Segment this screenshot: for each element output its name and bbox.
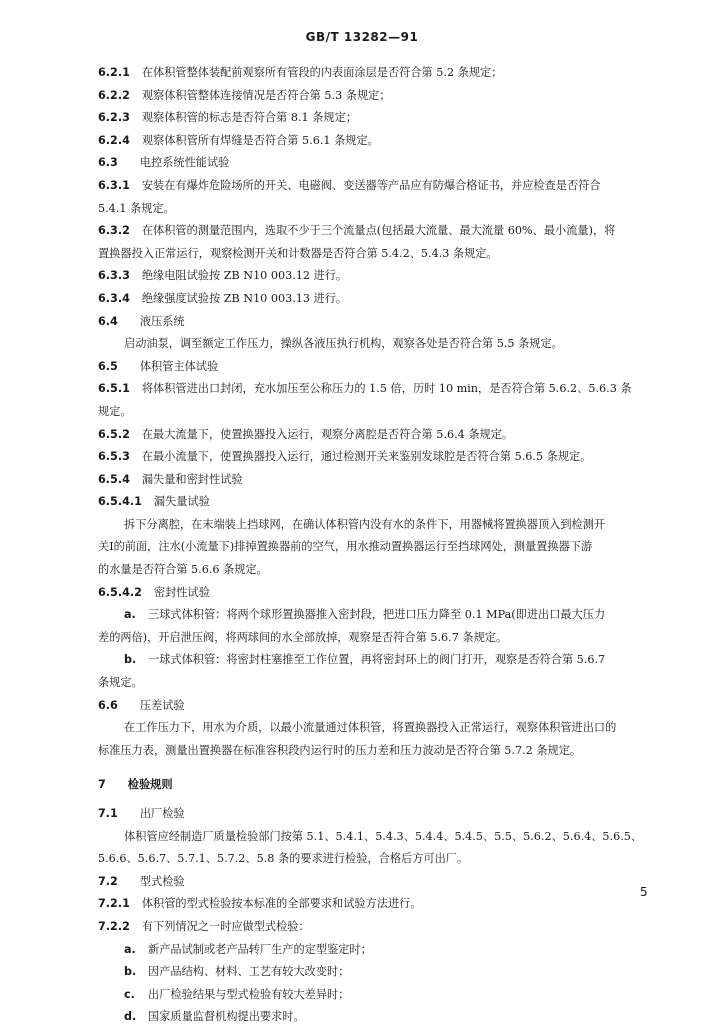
text-line — [98, 220, 664, 243]
text-line — [98, 198, 664, 221]
text-line — [98, 356, 664, 379]
list-item-label: a. — [124, 608, 136, 622]
clause-text: 压差试验 — [139, 698, 185, 712]
text-line — [98, 62, 664, 85]
text-line — [98, 311, 664, 334]
clause-text: 拆下分离腔，在末端装上挡球网，在确认体积管内没有水的条件下，用器械将置换器顶入到检测开 — [124, 517, 606, 531]
text-line — [98, 536, 664, 559]
clause-text: 关Ⅰ的前面，注水(小流量下)排掉置换器前的空气，用水推动置换器运行至挡球网处，测量置换器下游 — [98, 540, 593, 554]
clause-number: 6.2.3 — [98, 111, 130, 125]
text-line — [98, 288, 664, 311]
clause-text: 有下列情况之一时应做型式检验： — [141, 919, 310, 933]
text-line — [98, 826, 664, 849]
clause-text: 标准压力表，测量出置换器在标准容积段内运行时的压力差和压力波动是否符合第 5.7.2 条规定。 — [98, 743, 582, 757]
clause-number: 6.3.3 — [98, 269, 130, 283]
text-line — [98, 649, 664, 672]
clause-number: 6.5.4.1 — [98, 495, 142, 509]
section-title: 检验规则 — [127, 778, 173, 792]
page-number: 5 — [640, 885, 648, 899]
clause-text: 因产品结构、材料、工艺有较大改变时； — [148, 965, 350, 979]
clause-text: 体积管主体试验 — [139, 359, 219, 373]
clause-number: 7.2.1 — [98, 897, 130, 911]
text-line — [98, 152, 664, 175]
text-line — [98, 961, 664, 984]
clause-text: 在体积管的测量范围内，选取不少于三个流量点(包括最大流量、最大流量 60%、最小流量)，将 — [141, 224, 616, 238]
clause-text: 观察体积管所有焊缝是否符合第 5.6.1 条规定。 — [141, 133, 379, 147]
clause-number: 6.2.1 — [98, 66, 130, 79]
clause-text: 绝缘电阻试验按 ZB N10 003.12 进行。 — [141, 269, 348, 283]
text-line — [98, 740, 664, 763]
clause-text: 安装在有爆炸危险场所的开关、电磁阀、变送器等产品应有防爆合格证书，并应检查是否符合 — [141, 178, 601, 192]
clause-text: 规定。 — [98, 404, 132, 418]
list-item-label: d. — [124, 1010, 137, 1024]
clause-text: 观察体积管的标志是否符合第 8.1 条规定； — [141, 111, 357, 125]
clause-text: 条规定。 — [98, 676, 143, 690]
text-line — [98, 871, 664, 894]
clause-number: 6.5 — [98, 359, 118, 373]
text-line — [98, 984, 664, 1007]
clause-text: 在最大流量下，使置换器投入运行，观察分离腔是否符合第 5.6.4 条规定。 — [141, 427, 514, 441]
clause-number: 6.3 — [98, 156, 118, 170]
text-line — [98, 717, 664, 740]
text-line — [98, 424, 664, 447]
document-body — [98, 62, 664, 1029]
clause-text: 液压系统 — [139, 314, 185, 328]
clause-number: 6.4 — [98, 314, 118, 328]
clause-text: 启动油泵，调至额定工作压力，操纵各液压执行机构，观察各处是否符合第 5.5 条规定。 — [124, 337, 563, 351]
clause-number: 6.5.2 — [98, 427, 130, 441]
clause-text: 置换器投入正常运行，观察检测开关和计数器是否符合第 5.4.2、5.4.3 条规定。 — [98, 246, 498, 260]
text-line — [98, 175, 664, 198]
list-item-label: b. — [124, 653, 137, 667]
clause-text: 型式检验 — [139, 874, 185, 888]
clause-text: 国家质量监督机构提出要求时。 — [148, 1010, 305, 1024]
clause-number: 6.2.4 — [98, 133, 130, 147]
clause-text: 出厂检验 — [139, 807, 185, 820]
text-line — [98, 469, 664, 492]
list-item-label: a. — [124, 942, 136, 956]
text-line — [98, 491, 664, 514]
list-item-label: b. — [124, 965, 137, 979]
clause-number: 6.3.2 — [98, 224, 130, 238]
text-line — [98, 916, 664, 939]
text-line — [98, 401, 664, 424]
clause-number: 7.1 — [98, 807, 118, 820]
clause-text: 漏失量试验 — [153, 495, 210, 509]
clause-text: 新产品试制或老产品转厂生产的定型鉴定时； — [148, 942, 372, 956]
text-line — [98, 627, 664, 650]
text-line — [98, 604, 664, 627]
clause-text: 密封性试验 — [153, 585, 210, 599]
text-line — [98, 939, 664, 962]
clause-text: 电控系统性能试验 — [139, 156, 230, 170]
clause-text: 一球式体积管：将密封柱塞推至工作位置，再将密封环上的阀门打开，观察是否符合第 5.6.7 — [148, 653, 606, 667]
list-item-label: c. — [124, 987, 135, 1001]
clause-number: 7.2.2 — [98, 919, 130, 933]
section-7-heading — [98, 774, 664, 797]
clause-text: 三球式体积管：将两个球形置换器推入密封段，把进口压力降至 0.1 MPa(即进出口最大压力 — [148, 608, 606, 622]
clause-number: 6.5.4 — [98, 472, 130, 486]
text-line — [98, 333, 664, 356]
clause-text: 在最小流量下，使置换器投入运行，通过检测开关来鉴别发球腔是否符合第 5.6.5 条规定。 — [141, 450, 592, 464]
text-line — [98, 243, 664, 266]
text-line — [98, 446, 664, 469]
clause-text: 观察体积管整体连接情况是否符合第 5.3 条规定； — [141, 88, 391, 102]
text-line — [98, 672, 664, 695]
clause-text: 在体积管整体装配前观察所有管段的内表面涂层是否符合第 5.2 条规定； — [141, 66, 503, 79]
clause-number: 6.5.1 — [98, 382, 130, 396]
standard-code-header: GB/T 13282—91 — [305, 30, 419, 44]
clause-text: 绝缘强度试验按 ZB N10 003.13 进行。 — [141, 291, 348, 305]
text-line — [98, 378, 664, 401]
clause-number: 6.6 — [98, 698, 118, 712]
clause-text: 差的两倍)，开启泄压阀，将两球间的水全部放掉，观察是否符合第 5.6.7 条规定。 — [98, 630, 508, 644]
text-line — [98, 130, 664, 153]
text-line — [98, 1006, 664, 1029]
text-line — [98, 514, 664, 537]
clause-number: 7.2 — [98, 874, 118, 888]
clause-text: 将体积管进出口封闭，充水加压至公称压力的 1.5 倍，历时 10 min，是否符合第 5.6.2、5.6.3 条 — [141, 382, 632, 396]
clause-number: 6.5.3 — [98, 450, 130, 464]
text-line — [98, 848, 664, 871]
section-gap — [98, 762, 664, 774]
clause-text: 体积管应经制造厂质量检验部门按第 5.1、5.4.1、5.4.3、5.4.4、5.4.5、5.5、5.6.2、5.6.4、5.6.5、 — [124, 829, 643, 843]
text-line — [98, 559, 664, 582]
text-line — [98, 85, 664, 108]
text-line — [98, 107, 664, 130]
clause-number: 6.5.4.2 — [98, 585, 142, 599]
clause-text: 的水量是否符合第 5.6.6 条规定。 — [98, 563, 268, 577]
text-line — [98, 582, 664, 605]
text-line — [98, 695, 664, 718]
clause-number: 6.3.1 — [98, 178, 130, 192]
section-number: 7 — [98, 778, 106, 792]
clause-text: 5.6.6、5.6.7、5.7.1、5.7.2、5.8 条的要求进行检验，合格后方可出厂。 — [98, 852, 469, 866]
clause-text: 5.4.1 条规定。 — [98, 201, 175, 215]
clause-number: 6.3.4 — [98, 291, 130, 305]
text-line — [98, 893, 664, 916]
text-line — [98, 803, 664, 826]
clause-number: 6.2.2 — [98, 88, 130, 102]
clause-text: 漏失量和密封性试验 — [141, 472, 243, 486]
clause-text: 出厂检验结果与型式检验有较大差异时； — [148, 987, 350, 1001]
text-line — [98, 265, 664, 288]
clause-text: 体积管的型式检验按本标准的全部要求和试验方法进行。 — [141, 897, 422, 911]
clause-text: 在工作压力下，用水为介质，以最小流量通过体积管，将置换器投入正常运行，观察体积管进出口的 — [124, 721, 617, 735]
